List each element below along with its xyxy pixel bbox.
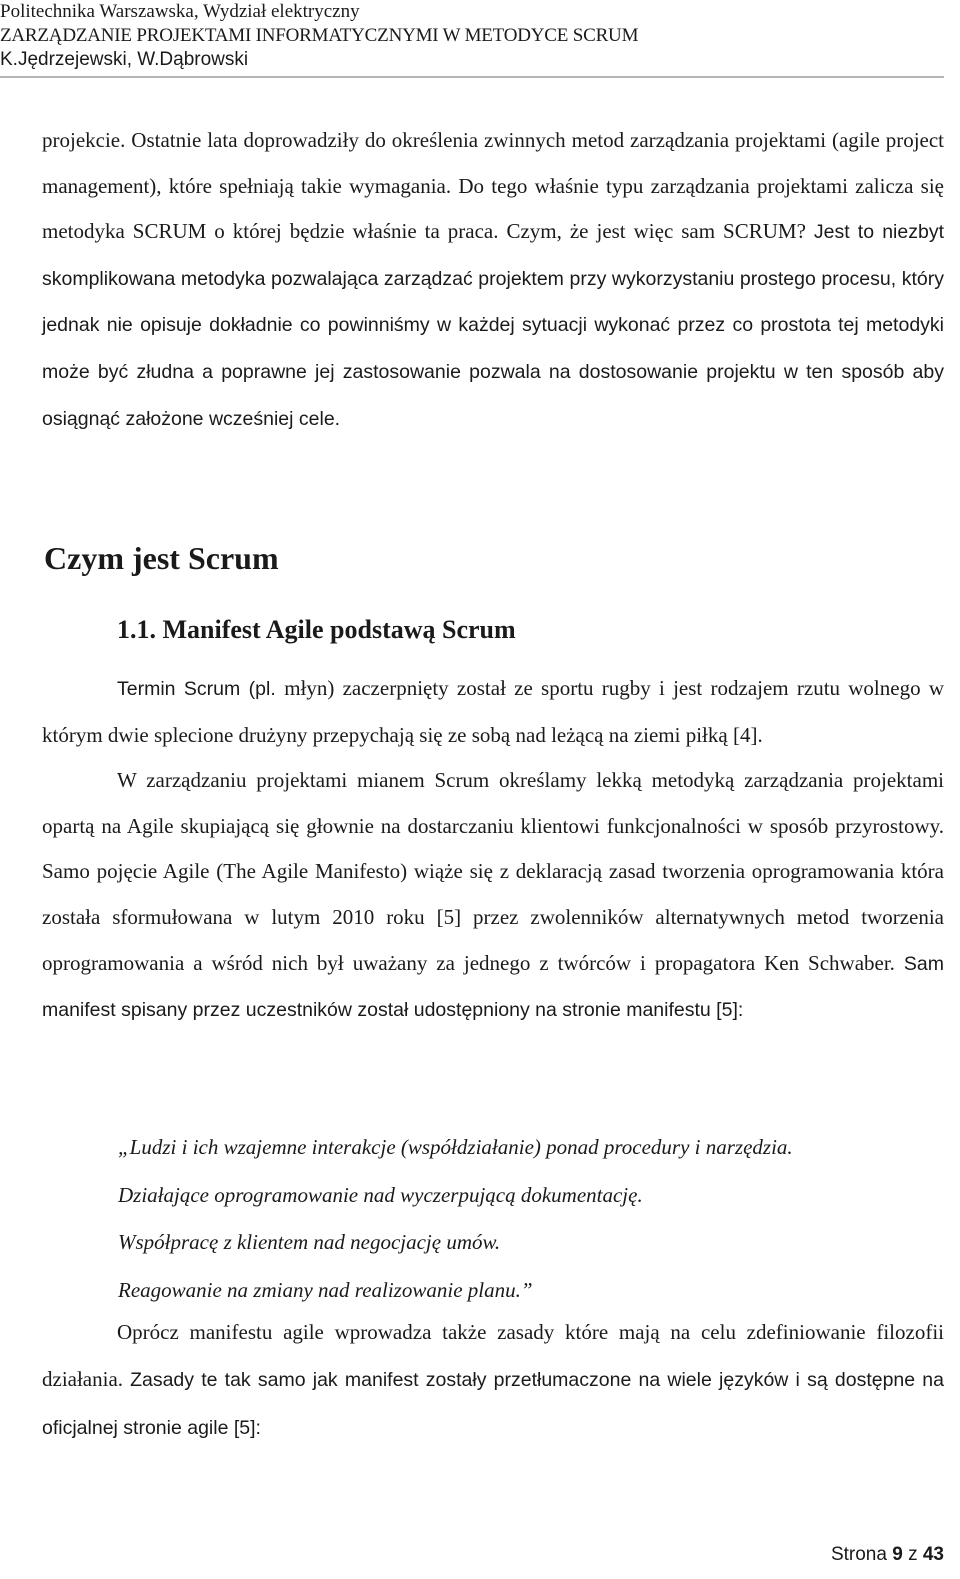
intro-text-part2: Jest to niezbyt skomplikowana metodyka pozwalająca zarządzać projektem przy wykorzystaniu prostego procesu, który jednak nie opisuje dokładnie co powinniśmy w każdej sytuacji wykonać przez co prostota tej metodyki może być złudna a poprawne jej zastosowanie pozwala na dostosowanie projektu w ten sposób aby osiągnąć założone wcześniej cele. — [42, 221, 944, 430]
intro-text-part1: projekcie. Ostatnie lata doprowadziły do określenia zwinnych metod zarządzania projektami (agile project management), które spełniają takie wymagania. Do tego właśnie typu zarządzania projektami zalicza się metodyka SCRUM o której będzie właśnie ta praca. Czym, że jest więc sam SCRUM? — [42, 128, 944, 244]
manifesto-quote — [118, 1124, 948, 1314]
section-body — [42, 666, 944, 1034]
quote-line: Działające oprogramowanie nad wyczerpującą dokumentację. — [118, 1182, 643, 1207]
page-number — [831, 1543, 944, 1567]
page-header — [0, 0, 944, 78]
page-of: z — [908, 1544, 918, 1565]
section-heading: 1.1. Manifest Agile podstawą Scrum — [117, 615, 516, 644]
page-label: Strona — [830, 1544, 887, 1565]
closing-text-part1: Oprócz manifestu agile wprowadza także zasady które mają na celu zdefiniowanie filozofii działania. — [42, 1320, 944, 1391]
agile-text-part1: W zarządzaniu projektami mianem Scrum określamy lekką metodyką zarządzania projektami opartą na Agile skupiającą się głownie na dostarczaniu klientowi funkcjonalności w sposób przyrostowy. — [42, 768, 944, 838]
scrum-term-paragraph — [42, 666, 944, 758]
current-page: 9 — [892, 1544, 903, 1565]
scrum-term-part2: młyn) zaczerpnięty został ze sportu rugby i jest rodzajem rzutu wolnego w którym dwie splecione drużyny przepychają się ze sobą nad leżącą na ziemi piłką [4]. — [42, 676, 944, 747]
total-pages: 43 — [922, 1544, 944, 1565]
quote-line: Współpracę z klientem nad negocjację umów. — [118, 1230, 501, 1254]
header-authors: K.Jędrzejewski, W.Dąbrowski — [0, 49, 249, 70]
agile-paragraph — [42, 758, 944, 1034]
agile-text-part3: Sam manifest spisany przez uczestników został udostępniony na stronie manifestu [5]: — [42, 952, 944, 1022]
agile-text-part2: Samo pojęcie Agile (The Agile Manifesto) wiąże się z deklaracją zasad tworzenia oprogramowania która została sformułowana w lutym 2010 roku [5] przez zwolenników alternatywnych metod tworzenia oprogramowania a wśród nich był uważany za jednego z twórców i propagatora Ken Schwaber. — [42, 859, 944, 975]
quote-line: Reagowanie na zmiany nad realizowanie planu.” — [118, 1277, 533, 1302]
closing-paragraph — [42, 1309, 944, 1452]
header-title: ZARZĄDZANIE PROJEKTAMI INFORMATYCZNYMI W METODYCE SCRUM — [0, 25, 639, 46]
chapter-heading: Czym jest Scrum — [44, 540, 279, 576]
closing-text-part2: Zasady te tak samo jak manifest zostały przetłumaczone na wiele języków i są dostępne na oficjalnej stronie agile [5]: — [42, 1369, 944, 1439]
quote-line: „Ludzi i ich wzajemne interakcje (współdziałanie) ponad procedury i narzędzia. — [118, 1135, 793, 1159]
intro-paragraph — [42, 118, 944, 442]
scrum-term-part1: Termin Scrum (pl. — [117, 678, 285, 700]
closing-section — [42, 1309, 944, 1452]
intro-section — [42, 118, 944, 442]
header-institution: Politechnika Warszawska, Wydział elektryczny — [0, 1, 360, 22]
